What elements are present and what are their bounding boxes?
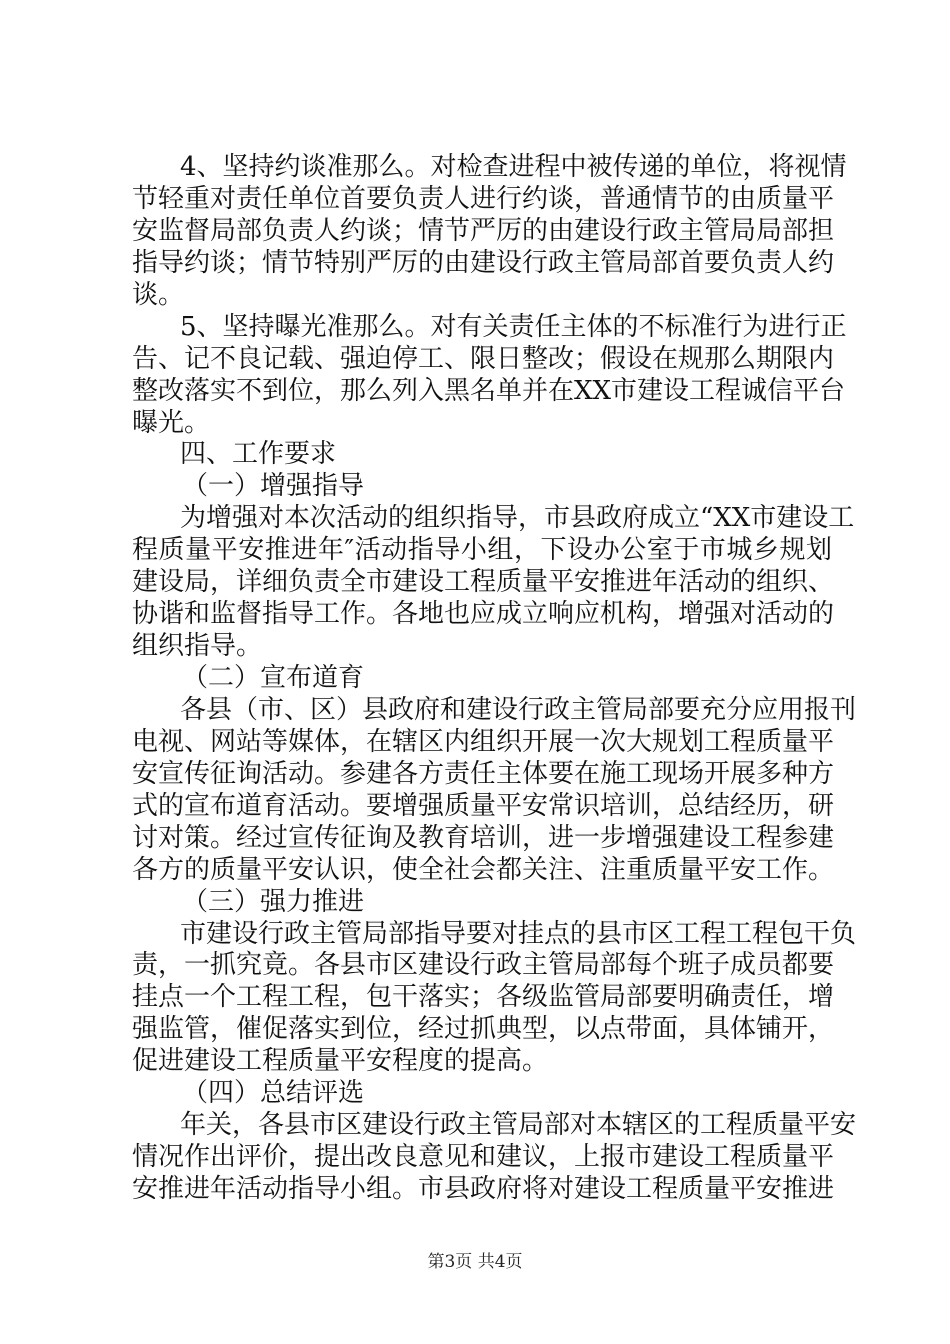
page-number-footer: 第3页 共4页 <box>427 1252 523 1272</box>
paragraph-line: 挂点一个工程工程，包干落实；各级监管局部要明确责任，增 <box>132 982 835 1013</box>
paragraph-line: 式的宣布道育活动。要增强质量平安常识培训，总结经历，研 <box>132 790 835 821</box>
subsection-heading: （二）宣布道育 <box>182 663 365 693</box>
paragraph-line: 各县（市、区）县政府和建设行政主管局部要充分应用报刊 <box>180 694 857 725</box>
paragraph-line: 谈。 <box>132 279 185 310</box>
subsection-heading: （四）总结评选 <box>182 1078 365 1109</box>
paragraph-line: 安监督局部负责人约谈；情节严厉的由建设行政主管局局部担 <box>132 215 835 246</box>
paragraph-line: 责，一抓究竟。各县市区建设行政主管局部每个班子成员都要 <box>132 950 835 981</box>
paragraph-line: 指导约谈；情节特别严厉的由建设行政主管局部首要负责人约 <box>132 247 835 278</box>
paragraph-line: 市建设行政主管局部指导要对挂点的县市区工程工程包干负 <box>180 918 857 949</box>
paragraph-line: 安推进年活动指导小组。市县政府将对建设工程质量平安推进 <box>132 1174 835 1204</box>
paragraph-line: 告、记不良记载、强迫停工、限日整改；假设在规那么期限内 <box>132 343 835 374</box>
paragraph-line: 各方的质量平安认识，使全社会都关注、注重质量平安工作。 <box>132 854 835 885</box>
paragraph-line: 讨对策。经过宣传征询及教育培训，进一步增强建设工程参建 <box>132 822 835 853</box>
subsection-heading: （一）增强指导 <box>182 471 365 502</box>
paragraph-line: 协谐和监督指导工作。各地也应成立响应机构，增强对活动的 <box>132 599 835 630</box>
paragraph-line: 组织指导。 <box>132 631 263 662</box>
paragraph-line: 节轻重对责任单位首要负责人进行约谈，普通情节的由质量平 <box>132 183 835 214</box>
paragraph-line: 安宣传征询活动。参建各方责任主体要在施工现场开展多种方 <box>132 758 835 789</box>
paragraph-line: 程质量平安推进年″活动指导小组，下设办公室于市城乡规划 <box>132 535 832 566</box>
paragraph-line: 强监管，催促落实到位，经过抓典型，以点带面，具体铺开， <box>132 1014 835 1045</box>
paragraph-line: 为增强对本次活动的组织指导，市县政府成立“XX市建设工 <box>180 503 855 534</box>
paragraph-line: 5、坚持曝光准那么。对有关责任主体的不标准行为进行正 <box>180 311 847 342</box>
paragraph-line: 年关，各县市区建设行政主管局部对本辖区的工程质量平安 <box>180 1110 857 1141</box>
paragraph-line: 促进建设工程质量平安程度的提高。 <box>132 1046 549 1077</box>
paragraph-line: 情况作出评价，提出改良意见和建议，上报市建设工程质量平 <box>132 1142 835 1173</box>
paragraph-line: 曝光。 <box>132 407 211 438</box>
section-heading: 四、工作要求 <box>180 439 337 470</box>
paragraph-line: 电视、网站等媒体，在辖区内组织开展一次大规划工程质量平 <box>132 726 835 757</box>
subsection-heading: （三）强力推进 <box>182 886 365 917</box>
paragraph-line: 建设局，详细负责全市建设工程质量平安推进年活动的组织、 <box>132 567 835 598</box>
paragraph-line: 4、坚持约谈准那么。对检查进程中被传递的单位，将视情 <box>180 152 847 182</box>
paragraph-line: 整改落实不到位，那么列入黑名单并在XX市建设工程诚信平台 <box>132 375 846 406</box>
